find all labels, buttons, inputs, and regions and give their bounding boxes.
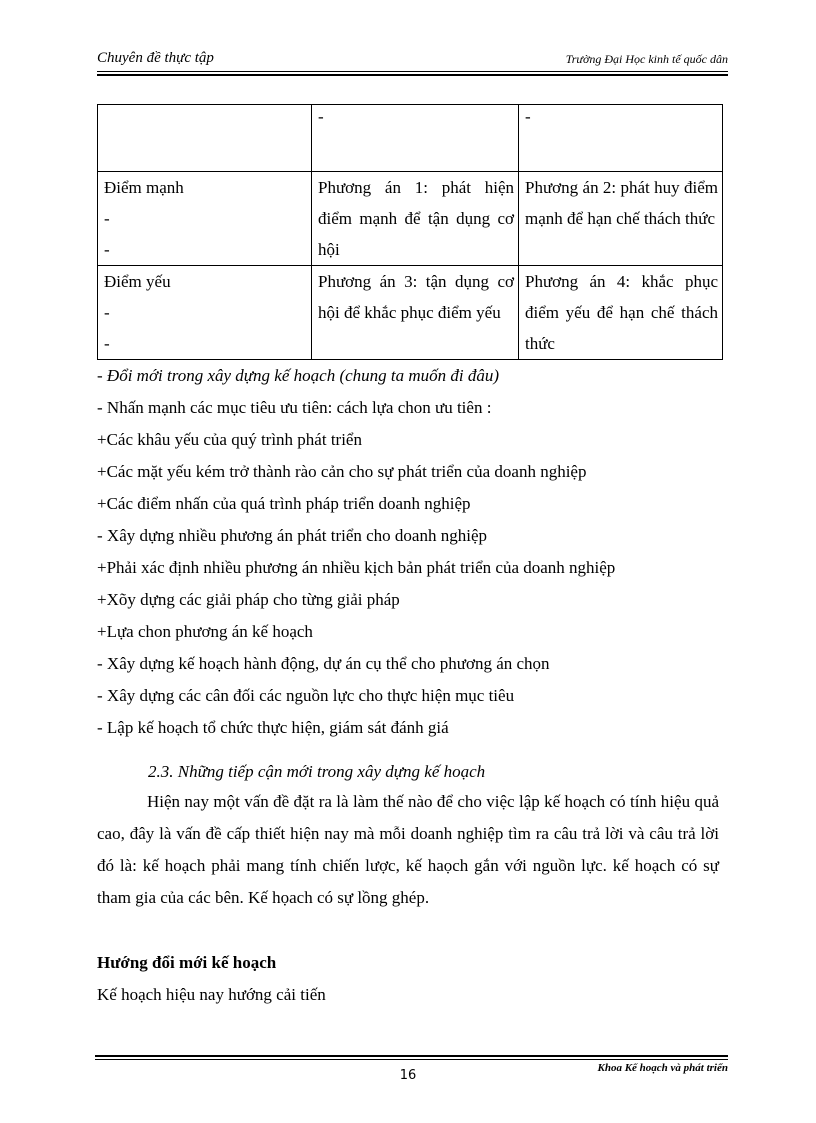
table-row	[98, 105, 723, 172]
section-title: 2.3. Những tiếp cận mới trong xây dựng kế hoạch	[148, 762, 486, 781]
table-cell: -	[312, 105, 519, 172]
footer-rule-thick	[95, 1055, 728, 1057]
body-line: - Lập kế hoạch tổ chức thực hiện, giám sát đánh giá	[97, 718, 449, 737]
body-line: +Xõy dựng các giải pháp cho từng giải pháp	[97, 590, 400, 609]
body-line: - Đổi mới trong xây dựng kế hoạch (chung ta muốn đi đâu)	[97, 366, 500, 385]
table-row	[98, 172, 723, 266]
body-line: +Các mặt yếu kém trở thành rào cản cho sự phát triển của doanh nghiệp	[97, 462, 587, 481]
table-cell: Điểm yếu - -	[98, 266, 312, 360]
header-right-title: Trường Đại Học kinh tế quốc dân	[565, 52, 728, 66]
body-line: +Phải xác định nhiều phương án nhiều kịch bản phát triển của doanh nghiệp	[97, 558, 616, 577]
page-header	[97, 50, 728, 70]
table-cell: Phương án 3: tận dụng cơ hội để khắc phục điểm yếu	[312, 266, 519, 360]
body-line: - Nhấn mạnh các mục tiêu ưu tiên: cách lựa chon ưu tiên :	[97, 398, 492, 417]
page-number: 16	[399, 1068, 417, 1083]
body-line: +Các khâu yếu của quý trình phát triển	[97, 430, 362, 449]
body-line: Kế hoạch hiệu nay hướng cải tiến	[97, 985, 326, 1004]
header-rule	[97, 71, 728, 72]
body-paragraph: Hiện nay một vấn đề đặt ra là làm thế nào để cho việc lập kế hoạch có tính hiệu quả cao, đây là vấn đề cấp thiết hiện nay mà mỗi doanh nghiệp tìm ra câu trả lời và câu trả lời đó là: kế hoạch phải mang tính chiến lược, kế haọch gắn với nguồn lực. kế hoạch có sự tham gia của các bên. Kế họach có sự lồng ghép.	[97, 792, 719, 907]
body-line: - Xây dựng các cân đối các nguồn lực cho thực hiện mục tiêu	[97, 686, 515, 705]
table-cell: Điểm mạnh - -	[98, 172, 312, 266]
header-rule-thick	[97, 74, 728, 76]
swot-table	[97, 104, 723, 360]
body-line: - Xây dựng kế hoạch hành động, dự án cụ thể cho phương án chọn	[97, 654, 550, 673]
table-cell: Phương án 4: khắc phục điểm yếu để hạn chế thách thức	[519, 266, 723, 360]
table-cell: Phương án 2: phát huy điểm mạnh để hạn chế thách thức	[519, 172, 723, 266]
body-line: - Xây dựng nhiều phương án phát triển cho doanh nghiệp	[97, 526, 487, 545]
body-line: +Các điểm nhấn của quá trình pháp triển doanh nghiệp	[97, 494, 471, 513]
header-left-title: Chuyên đề thực tập	[97, 50, 214, 66]
table-row	[98, 266, 723, 360]
bold-heading: Hướng đổi mới kế hoạch	[97, 953, 277, 972]
table-cell	[98, 105, 312, 172]
table-cell: -	[519, 105, 723, 172]
footer-right-text: Khoa Kế hoạch và phát triển	[597, 1062, 728, 1074]
body-line: +Lựa chon phương án kế hoạch	[97, 622, 313, 641]
footer-rule	[95, 1059, 728, 1060]
table-cell: Phương án 1: phát hiện điểm mạnh để tận dụng cơ hội	[312, 172, 519, 266]
